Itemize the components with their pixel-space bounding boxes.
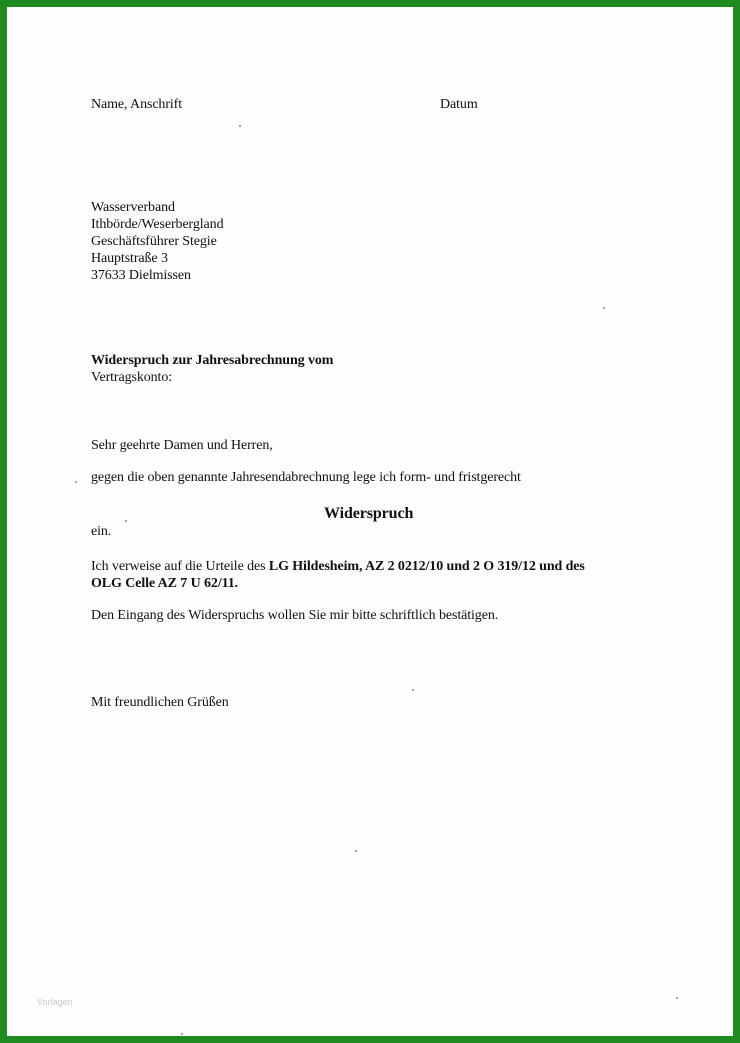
- account-label: Vertragskonto:: [91, 370, 173, 385]
- subject-title: Widerspruch zur Jahresabrechnung vom: [91, 353, 334, 368]
- scan-speck: [239, 125, 241, 127]
- reference-court-1: LG Hildesheim, AZ 2 0212/10 und 2 O 319/12 und des: [268, 559, 585, 574]
- scan-speck: [355, 850, 357, 852]
- salutation: Sehr geehrte Damen und Herren,: [91, 438, 273, 453]
- reference-prefix: Ich verweise auf die Urteile des: [91, 559, 269, 574]
- widerspruch-heading: Widerspruch: [324, 505, 414, 522]
- sender-label: Name, Anschrift: [91, 97, 183, 112]
- intro-end: ein.: [91, 524, 112, 539]
- reference-line-1: [91, 558, 585, 575]
- recipient-line-1: Wasserverband: [91, 200, 175, 215]
- recipient-line-4: Hauptstraße 3: [91, 251, 168, 266]
- scan-speck: [676, 997, 678, 999]
- scan-speck: [603, 307, 605, 309]
- scan-speck: [75, 481, 77, 483]
- confirmation-text: Den Eingang des Widerspruchs wollen Sie mir bitte schriftlich bestätigen.: [91, 608, 499, 623]
- recipient-line-3: Geschäftsführer Stegie: [91, 234, 217, 249]
- date-label: Datum: [440, 97, 478, 112]
- scan-speck: [125, 520, 127, 522]
- scan-speck: [412, 689, 414, 691]
- reference-court-2: OLG Celle AZ 7 U 62/11.: [91, 576, 239, 591]
- recipient-line-2: Ithbörde/Weserbergland: [91, 217, 224, 232]
- closing-greeting: Mit freundlichen Grüßen: [91, 695, 229, 710]
- recipient-line-5: 37633 Dielmissen: [91, 268, 191, 283]
- intro-text: gegen die oben genannte Jahresendabrechnung lege ich form- und fristgerecht: [91, 470, 521, 485]
- watermark: Vorlagen: [37, 997, 73, 1007]
- scan-speck: [181, 1033, 183, 1035]
